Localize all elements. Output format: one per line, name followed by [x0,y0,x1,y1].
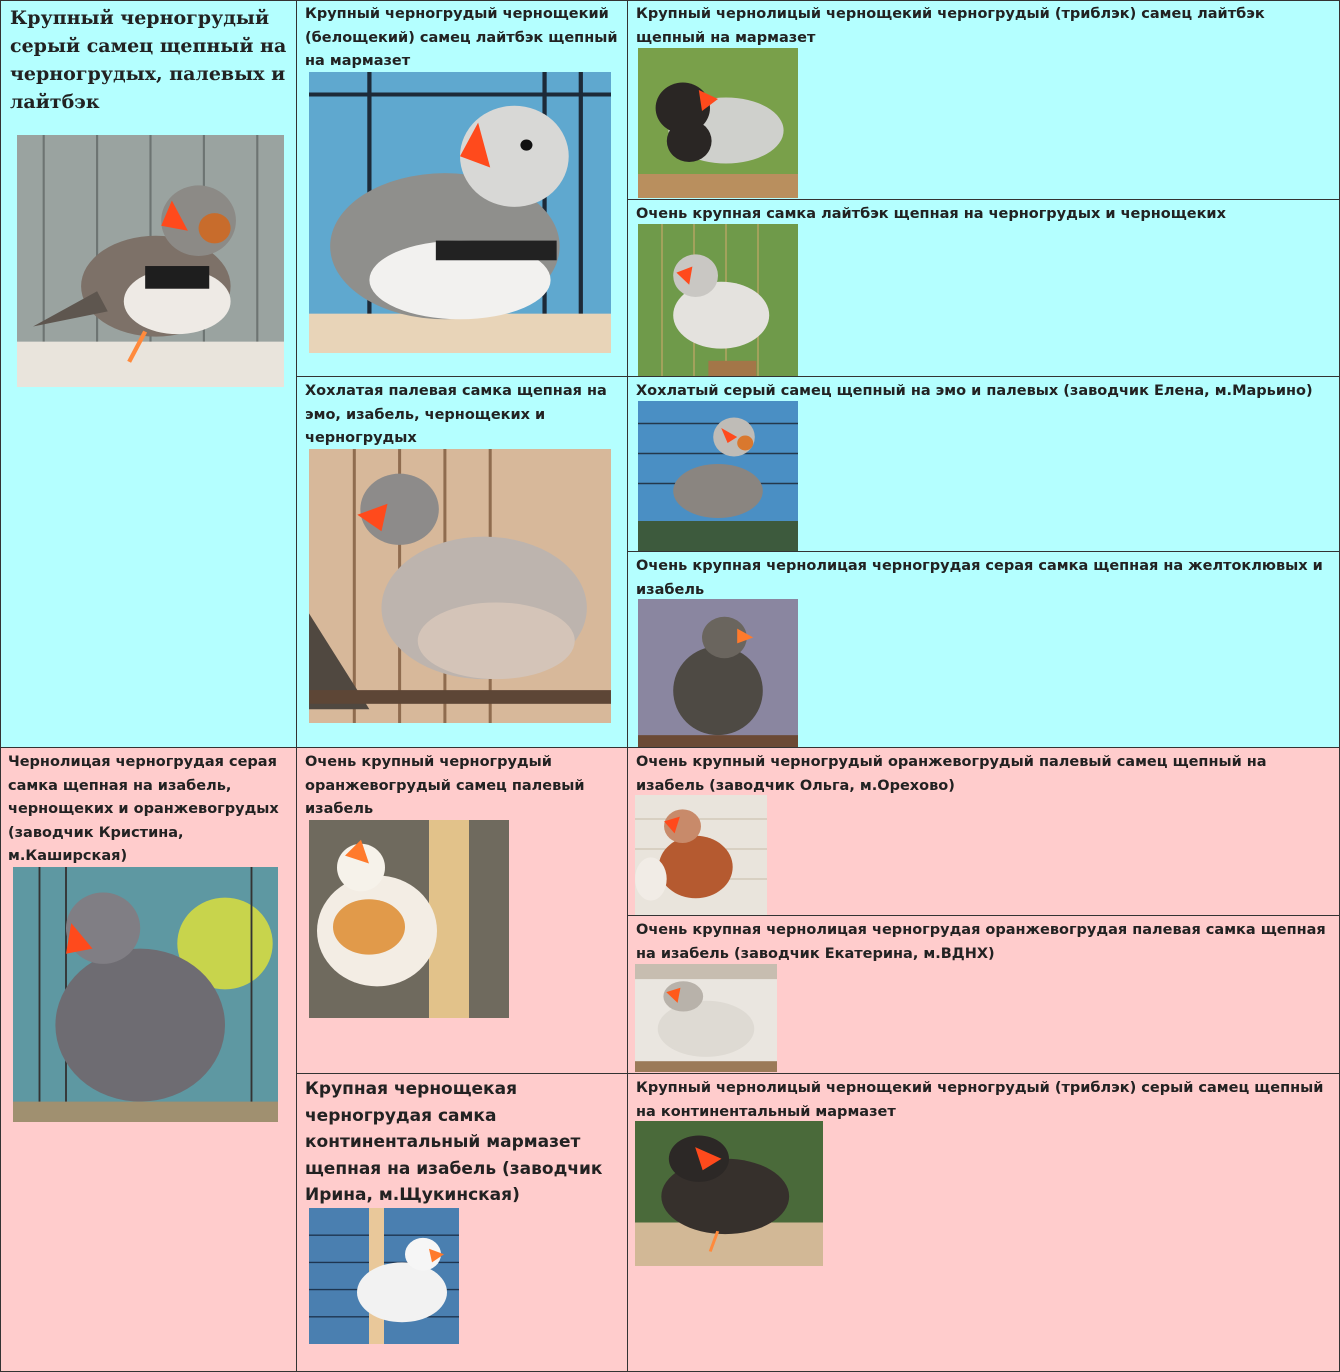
zebra-finch-orange-breast-male-photo [635,795,767,915]
card-caption: Крупная чернощекая черногрудая самка континентальный мармазет щепная на изабель (заводчик Ирина, м.Щукинская) [305,1079,603,1205]
bird-card [628,916,1340,1073]
card-caption: Крупный чернолицый чернощекий черногрудый (триблэк) самец лайтбэк щепный на мармазет [636,6,1265,46]
bird-card [628,0,1340,199]
zebra-finch-triblack-grey-male-photo [635,1121,823,1266]
bird-card [628,552,1340,747]
bird-card [628,200,1340,376]
zebra-finch-blackface-female-photo [638,599,798,747]
card-caption: Крупный чернолицый чернощекий черногрудый (триблэк) серый самец щепный на континентальный мармазет [636,1080,1324,1120]
bird-card [0,0,296,747]
card-caption: Чернолицая черногрудая серая самка щепная на изабель, чернощеких и оранжевогрудых (заводчик Кристина, м.Каширская) [8,754,279,864]
zebra-finch-triblack-male-photo [638,48,798,198]
zebra-finch-orange-breast-female-photo [635,964,777,1072]
bird-card [0,748,296,1371]
card-caption: Очень крупный черногрудый оранжевогрудый палевый самец щепный на изабель (заводчик Ольга, м.Орехово) [636,754,1267,794]
bird-card [297,377,627,747]
bird-card [297,0,627,376]
card-caption: Очень крупная чернолицая черногрудая оранжевогрудая палевая самка щепная на изабель (заводчик Екатерина, м.ВДНХ) [636,922,1326,962]
zebra-finch-crested-fawn-female-photo [309,449,611,723]
card-caption: Хохлатый серый самец щепный на эмо и палевых (заводчик Елена, м.Марьино) [636,383,1313,399]
card-caption: Хохлатая палевая самка щепная на эмо, изабель, чернощеких и черногрудых [305,383,607,446]
bird-card [628,748,1340,915]
card-caption: Очень крупный черногрудый оранжевогрудый самец палевый изабель [305,754,585,817]
zebra-finch-marmoset-female-photo [309,1208,459,1344]
card-caption: Крупный черногрудый серый самец щепный на черногрудых, палевых и лайтбэк [10,7,287,113]
bird-card [297,1074,627,1371]
card-caption: Крупный черногрудый чернощекий (белощекий) самец лайтбэк щепный на мармазет [305,6,618,69]
zebra-finch-grey-female-photo [13,867,278,1122]
card-caption: Очень крупная чернолицая черногрудая серая самка щепная на желтоклювых и изабель [636,558,1323,598]
bird-card [628,1074,1340,1371]
bird-card [297,748,627,1073]
zebra-finch-crested-grey-male-photo [638,401,798,551]
zebra-finch-lightback-female-photo [638,224,798,376]
card-caption: Очень крупная самка лайтбэк щепная на черногрудых и чернощеких [636,206,1226,222]
bird-card [628,377,1340,551]
zebra-finch-grey-male-photo [17,135,284,387]
zebra-finch-isabel-male-photo [309,820,509,1018]
zebra-finch-lightback-male-photo [309,72,611,353]
